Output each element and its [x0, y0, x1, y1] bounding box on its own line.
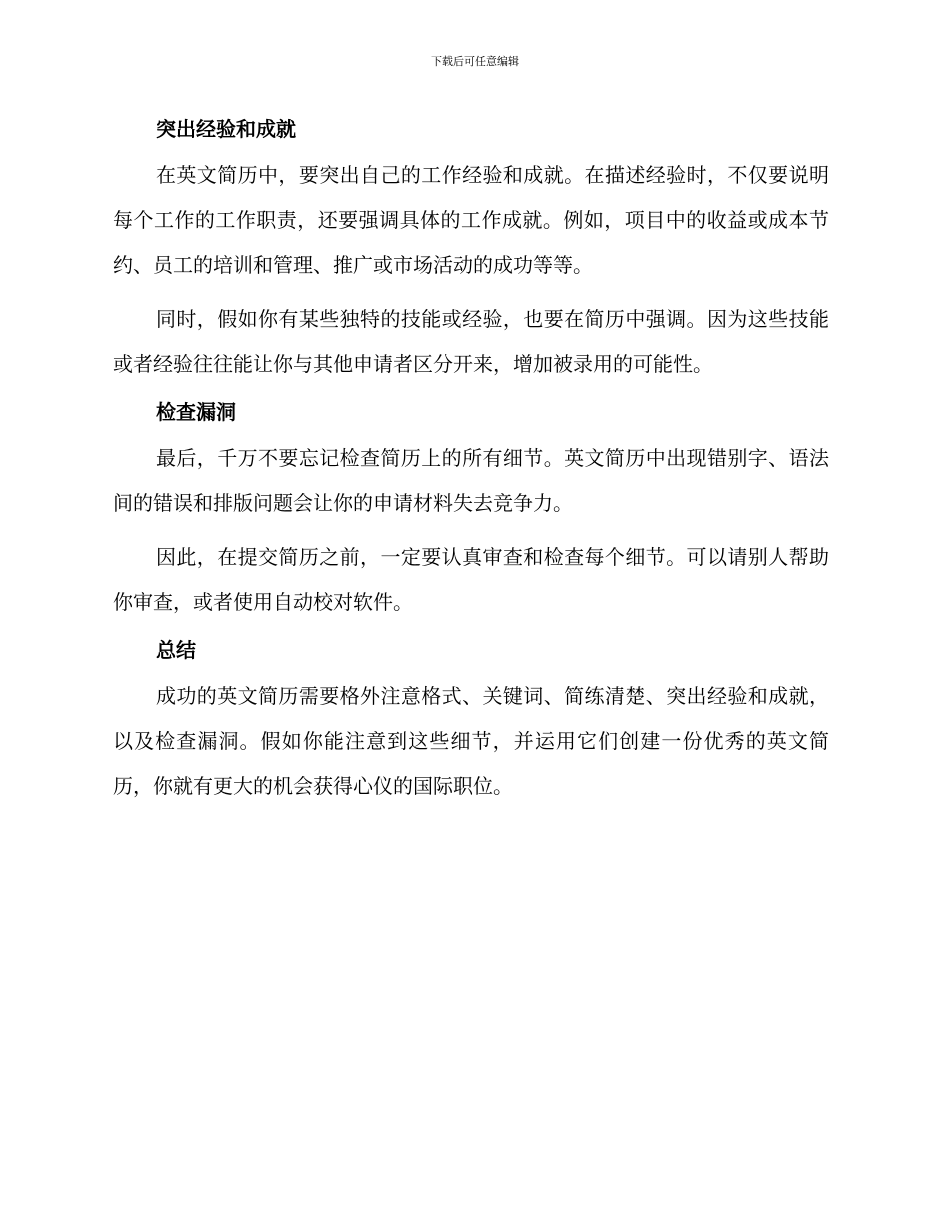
section-heading: 总结 [156, 638, 196, 662]
section-check-mistakes [113, 396, 829, 625]
document-body [113, 113, 829, 818]
paragraph: 同时，假如你有某些独特的技能或经验，也要在简历中强调。因为这些技能或者经验往往能让你与其他申请者区分开来，增加被录用的可能性。 [113, 307, 829, 376]
section-highlight-experience [113, 113, 829, 387]
section-heading: 检查漏洞 [156, 400, 236, 424]
section-heading: 突出经验和成就 [156, 117, 296, 141]
page-header: 下载后可任意编辑 [431, 55, 519, 68]
paragraph: 成功的英文简历需要格外注意格式、关键词、简练清楚、突出经验和成就，以及检查漏洞。假如你能注意到这些细节，并运用它们创建一份优秀的英文简历，你就有更大的机会获得心仪的国际职位。 [113, 684, 829, 798]
paragraph: 因此，在提交简历之前，一定要认真审查和检查每个细节。可以请别人帮助你审查，或者使用自动校对软件。 [113, 545, 829, 614]
section-summary [113, 634, 829, 809]
paragraph: 最后，千万不要忘记检查简历上的所有细节。英文简历中出现错别字、语法间的错误和排版问题会让你的申请材料失去竞争力。 [113, 446, 829, 515]
paragraph: 在英文简历中，要突出自己的工作经验和成就。在描述经验时，不仅要说明每个工作的工作职责，还要强调具体的工作成就。例如，项目中的收益或成本节约、员工的培训和管理、推广或市场活动的成功等等。 [113, 163, 829, 277]
